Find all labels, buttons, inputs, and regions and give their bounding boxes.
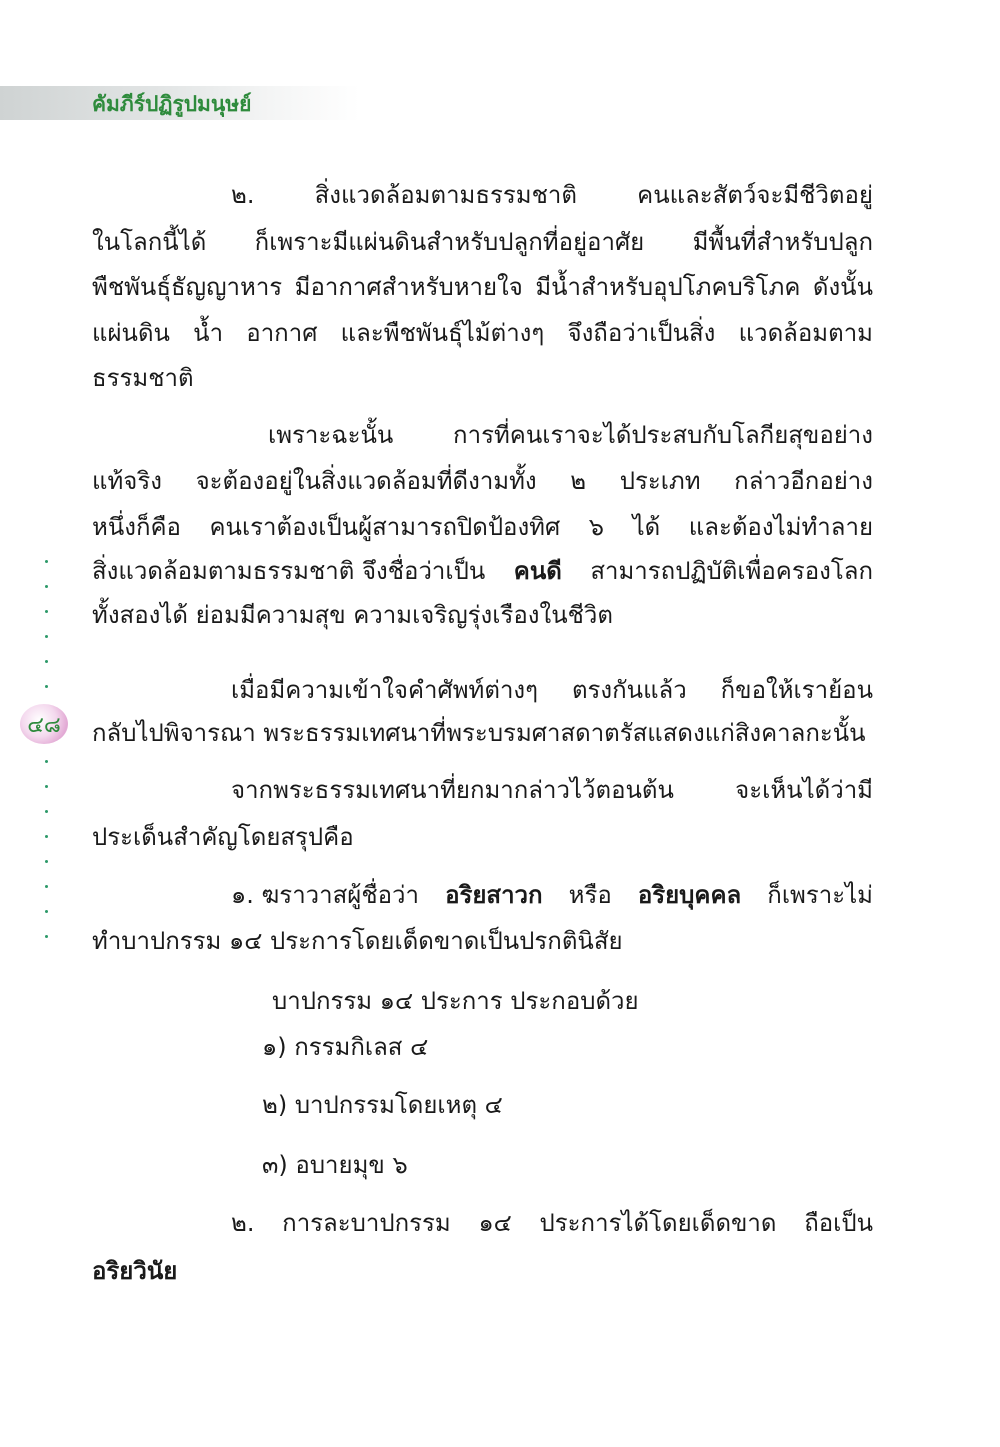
p5-line-1-text-c: หรือ: [568, 881, 612, 909]
p5-line-1: [231, 880, 873, 910]
running-header-title: คัมภีร์ปฏิรูปมนุษย์: [92, 92, 252, 116]
p2-line-2: แท้จริง จะต้องอยู่ในสิ่งแวดล้อมที่ดีงามทั้ง ๒ ประเภท กล่าวอีกอย่าง: [92, 467, 873, 495]
p1-line-5: ธรรมชาติ: [92, 364, 194, 392]
p5-line-1-text-a: ๑. ฆราวาสผู้ชื่อว่า: [231, 881, 419, 909]
list-intro: บาปกรรม ๑๔ ประการ ประกอบด้วย: [272, 987, 639, 1015]
p2-line-1: เพราะฉะนั้น การที่คนเราจะได้ประสบกับโลกียสุขอย่าง: [268, 421, 873, 449]
p2-line-3: หนึ่งก็คือ คนเราต้องเป็นผู้สามารถปิดป้องทิศ ๖ ได้ และต้องไม่ทำลาย: [92, 513, 873, 541]
p5-line-2: ทำบาปกรรม ๑๔ ประการโดยเด็ดขาดเป็นปรกตินิสัย: [92, 927, 623, 955]
p4-line-1: จากพระธรรมเทศนาที่ยกมากล่าวไว้ตอนต้น จะเห็นได้ว่ามี: [231, 776, 873, 804]
p6-line-1: ๒. การละบาปกรรม ๑๔ ประการได้โดยเด็ดขาด ถือเป็น: [231, 1209, 873, 1237]
p1-line-2: ในโลกนี้ได้ ก็เพราะมีแผ่นดินสำหรับปลูกที่อยู่อาศัย มีพื้นที่สำหรับปลูก: [92, 228, 873, 256]
list-item: ๑) กรรมกิเลส ๔: [262, 1033, 429, 1061]
p3-line-2: กลับไปพิจารณา พระธรรมเทศนาที่พระบรมศาสดาตรัสแสดงแก่สิงคาลกะนั้น: [92, 719, 866, 747]
p1-line-1: ๒. สิ่งแวดล้อมตามธรรมชาติ คนและสัตว์จะมีชีวิตอยู่: [231, 181, 873, 209]
page-number-badge: [20, 704, 68, 744]
p2-line-4-bold-term: คนดี: [513, 557, 562, 585]
p2-line-5: ทั้งสองได้ ย่อมมีความสุข ความเจริญรุ่งเรืองในชีวิต: [92, 601, 613, 629]
p1-line-3: พืชพันธุ์ธัญญาหาร มีอากาศสำหรับหายใจ มีน้ำสำหรับอุปโภคบริโภค ดังนั้น: [92, 273, 873, 301]
p5-line-1-bold-term-2: อริยบุคคล: [637, 881, 742, 909]
list-item: ๒) บาปกรรมโดยเหตุ ๔: [262, 1091, 503, 1119]
p2-line-4-text-c: สามารถปฏิบัติเพื่อครองโลก: [590, 557, 873, 585]
p4-line-2: ประเด็นสำคัญโดยสรุปคือ: [92, 823, 354, 851]
p5-line-1-bold-term-1: อริยสาวก: [445, 881, 543, 909]
page-number: ๔๘: [27, 712, 61, 738]
p2-line-4: [92, 556, 873, 586]
side-dot-decoration: [44, 560, 50, 950]
p6-line-2-bold-term: อริยวินัย: [92, 1257, 178, 1285]
p3-line-1: เมื่อมีความเข้าใจคำศัพท์ต่างๆ ตรงกันแล้ว ก็ขอให้เราย้อน: [231, 676, 873, 704]
p2-line-4-text-a: สิ่งแวดล้อมตามธรรมชาติ จึงชื่อว่าเป็น: [92, 557, 486, 585]
list-item: ๓) อบายมุข ๖: [262, 1151, 408, 1179]
p5-line-1-text-e: ก็เพราะไม่: [767, 881, 873, 909]
p1-line-4: แผ่นดิน น้ำ อากาศ และพืชพันธุ์ไม้ต่างๆ จึงถือว่าเป็นสิ่ง แวดล้อมตาม: [92, 319, 873, 347]
